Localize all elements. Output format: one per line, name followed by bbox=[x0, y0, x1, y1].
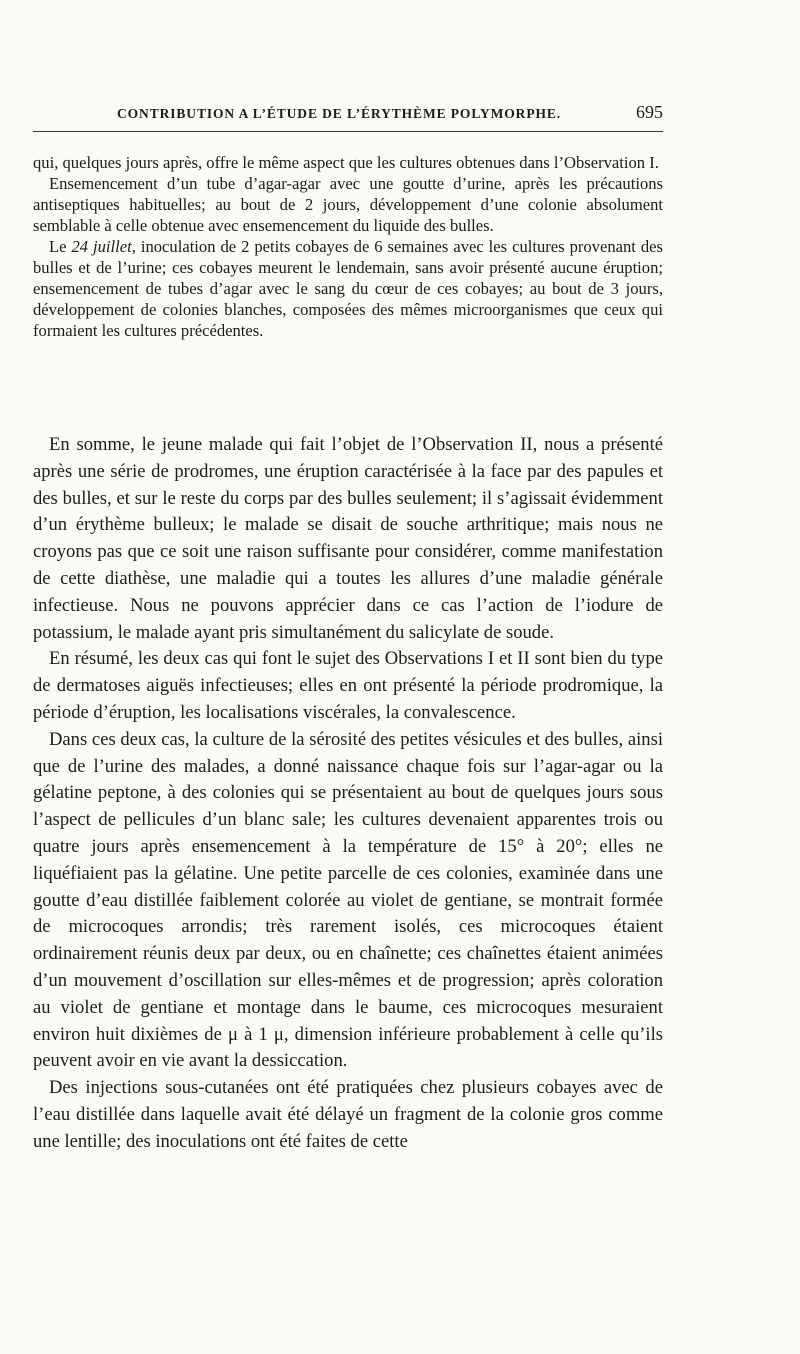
paragraph-small-3 bbox=[33, 236, 663, 341]
paragraph-small-1: qui, quelques jours après, offre le même aspect que les cultures obtenues dans l’Observation I. bbox=[33, 153, 659, 172]
paragraph-small-3-start: Le bbox=[49, 237, 72, 256]
date-italic: 24 juillet, bbox=[71, 237, 136, 256]
page-number: 695 bbox=[636, 102, 663, 122]
running-title: CONTRIBUTION A L’ÉTUDE DE L’ÉRYTHÈME POLYMORPHE. bbox=[117, 106, 562, 121]
paragraph-large-3: Dans ces deux cas, la culture de la sérosité des petites vésicules et des bulles, ainsi que de l’urine des malades, a donné naissance chaque fois sur l’agar-agar ou la gélatine peptone, à des colonies qui se présentaient au bout de quelques jours sous l’aspect de pellicules d’un blanc sale; les cultures devenaient apparentes trois ou quatre jours après ensemencement à la température de 15° à 20°; elles ne liquéfiaient pas la gélatine. Une petite parcelle de ces colonies, examinée dans une goutte d’eau distillée faiblement colorée au violet de gentiane, se montrait formée de microcoques arrondis; très rarement isolés, ces microcoques étaient ordinairement réunis deux par deux, ou en chaînette; ces chaînettes étaient animées d’un mouvement d’oscillation sur elles-mêmes et de progression; après coloration au violet de gentiane et montage dans le baume, ces microcoques mesuraient environ huit dixièmes de μ à 1 μ, dimension inférieure probablement à celle qu’ils peuvent avoir en vie avant la dessiccation. bbox=[33, 728, 663, 1072]
paragraph-small-3-rest: inoculation de 2 petits cobayes de 6 semaines avec les cultures provenant des bulles et de l’urine; ces cobayes meurent le lendemain, sans avoir présenté aucune éruption; ensemencement de tubes d’agar avec le sang du cœur de ces cobayes; au bout de 3 jours, développement de colonies blanches, composées des mêmes microorganismes que ceux qui formaient les cultures précédentes. bbox=[33, 237, 663, 340]
main-text-section bbox=[33, 432, 663, 1156]
running-header bbox=[33, 102, 663, 123]
header-rule bbox=[33, 131, 663, 132]
small-print-section bbox=[33, 152, 663, 341]
paragraph-large-1: En somme, le jeune malade qui fait l’objet de l’Observation II, nous a présenté après une série de prodromes, une éruption caractérisée à la face par des papules et des bulles, et sur le reste du corps par des bulles seulement; il s’agissait évidemment d’un érythème bulleux; le malade se disait de souche arthritique; mais nous ne croyons pas que ce soit une raison suffisante pour considérer, comme manifestation de cette diathèse, une maladie qui a toutes les allures d’une maladie générale infectieuse. Nous ne pouvons apprécier dans ce cas l’action de l’iodure de potassium, le malade ayant pris simultanément du salicylate de soude. bbox=[33, 434, 663, 643]
paragraph-small-2: Ensemencement d’un tube d’agar-agar avec une goutte d’urine, après les précautions antiseptiques habituelles; au bout de 2 jours, développement d’une colonie absolument semblable à celle obtenue avec ensemencement du liquide des bulles. bbox=[33, 174, 663, 235]
paragraph-large-4: Des injections sous-cutanées ont été pratiquées chez plusieurs cobayes avec de l’eau distillée dans laquelle avait été délayé un fragment de la colonie gros comme une lentille; des inoculations ont été faites de cette bbox=[33, 1077, 663, 1152]
paragraph-large-2: En résumé, les deux cas qui font le sujet des Observations I et II sont bien du type de dermatoses aiguës infectieuses; elles en ont présenté la période prodromique, la période d’éruption, les localisations viscérales, la convalescence. bbox=[33, 648, 663, 723]
